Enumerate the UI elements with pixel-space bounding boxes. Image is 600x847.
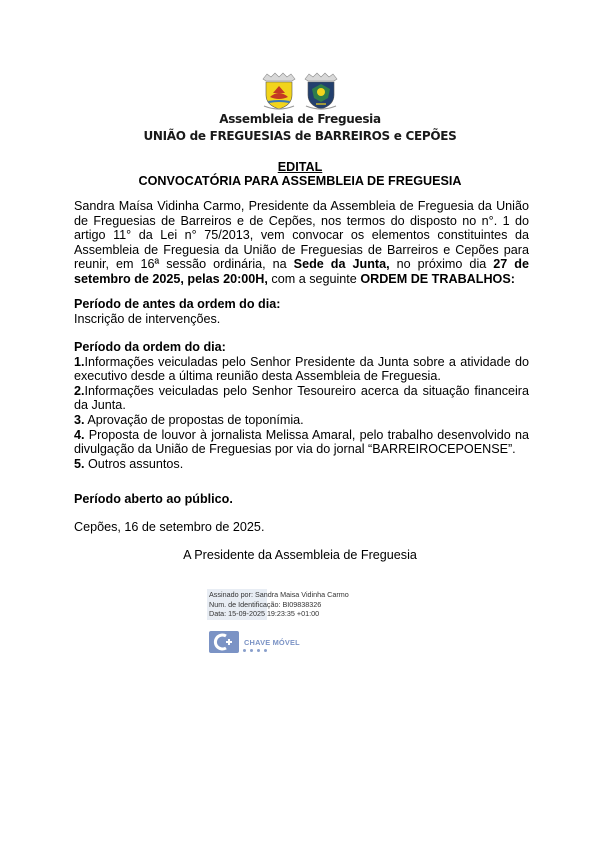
agenda-item-text: Informações veiculadas pelo Senhor Tesoureiro acerca da situação financeira da Junta. xyxy=(74,383,529,413)
intro-text-c: com a seguinte xyxy=(267,271,361,286)
public-period-text: Período aberto ao público. xyxy=(74,492,233,506)
intro-venue: Sede da Junta, xyxy=(293,257,390,272)
digital-signature-block xyxy=(209,590,349,619)
convocation-heading: CONVOCATÓRIA PARA ASSEMBLEIA DE FREGUESIA xyxy=(138,174,462,188)
agenda-item-number: 4. xyxy=(74,427,85,442)
signer-title: A Presidente da Assembleia de Freguesia xyxy=(183,548,417,562)
chave-movel-label: CHAVE MÓVEL xyxy=(244,637,300,647)
agenda-item-text: Aprovação de propostas de toponímia. xyxy=(84,412,304,427)
dot xyxy=(250,649,253,652)
agenda-item-text: Proposta de louvor à jornalista Melissa Amaral, pelo trabalho desenvolvido na divulgação da União de Freguesias por via do jornal “BARREIROCEPOENSE”. xyxy=(74,427,529,457)
agenda-item-number: 1. xyxy=(74,354,85,369)
intro-date-time: 27 de setembro de 2025, pelas 20:00H, xyxy=(74,257,529,286)
assembly-title: Assembleia de Freguesia xyxy=(219,112,381,126)
agenda-heading: Período da ordem do dia: xyxy=(74,340,226,354)
before-agenda-heading: Período de antes da ordem do dia: xyxy=(74,297,281,311)
dot xyxy=(243,649,246,652)
agenda-item-2 xyxy=(74,384,529,413)
signature-date: Data: 15-09-2025 19:23:35 +01:00 xyxy=(209,609,320,619)
edital-heading: EDITAL xyxy=(277,160,323,174)
agenda-item-number: 5. xyxy=(74,456,85,471)
agenda-item-5 xyxy=(74,457,529,472)
dot xyxy=(257,649,260,652)
chave-movel-dots xyxy=(243,649,267,652)
intro-paragraph xyxy=(74,199,529,287)
intro-text-a: Sandra Maísa Vidinha Carmo, Presidente da Assembleia de Freguesia da União de Freguesias de Barreiros e de Cepões, nos termos do disposto no n°. 1 do artigo 11° da Lei n° 75/2013, vem convocar os elementos constituintes da Assembleia de Freguesia da União de Freguesias de Barreiros e Cepões para reunir, em 16ª sessão ordinária, na xyxy=(74,199,529,272)
id-number: Num. de Identificação: BI09838326 xyxy=(209,599,322,609)
agenda-section xyxy=(74,340,529,471)
agenda-item-4 xyxy=(74,428,529,457)
place-date: Cepões, 16 de setembro de 2025. xyxy=(74,520,265,534)
agenda-item-3 xyxy=(74,413,529,428)
before-agenda-item: Inscrição de intervenções. xyxy=(74,311,221,326)
logos-row xyxy=(0,71,600,111)
agenda-item-1 xyxy=(74,355,529,384)
public-period xyxy=(74,492,529,507)
chave-movel-icon xyxy=(209,631,239,653)
dot xyxy=(264,649,267,652)
parish-coat-of-arms-1-icon xyxy=(259,71,299,111)
intro-text-b: no próximo dia xyxy=(389,257,494,272)
before-agenda-section xyxy=(74,297,529,326)
agenda-item-text: Informações veiculadas pelo Senhor Presidente da Junta sobre a atividade do executivo desde a última reunião desta Assembleia de Freguesia. xyxy=(74,354,529,384)
parish-union-title: UNIÃO de FREGUESIAS de BARREIROS e CEPÕES xyxy=(143,129,457,143)
intro-agenda-label: ORDEM DE TRABALHOS: xyxy=(360,271,515,286)
agenda-item-number: 3. xyxy=(74,412,85,427)
agenda-item-text: Outros assuntos. xyxy=(84,456,184,471)
agenda-item-number: 2. xyxy=(74,383,85,398)
signed-by: Assinado por: Sandra Maisa Vidinha Carmo xyxy=(209,590,349,599)
parish-coat-of-arms-2-icon xyxy=(301,71,341,111)
